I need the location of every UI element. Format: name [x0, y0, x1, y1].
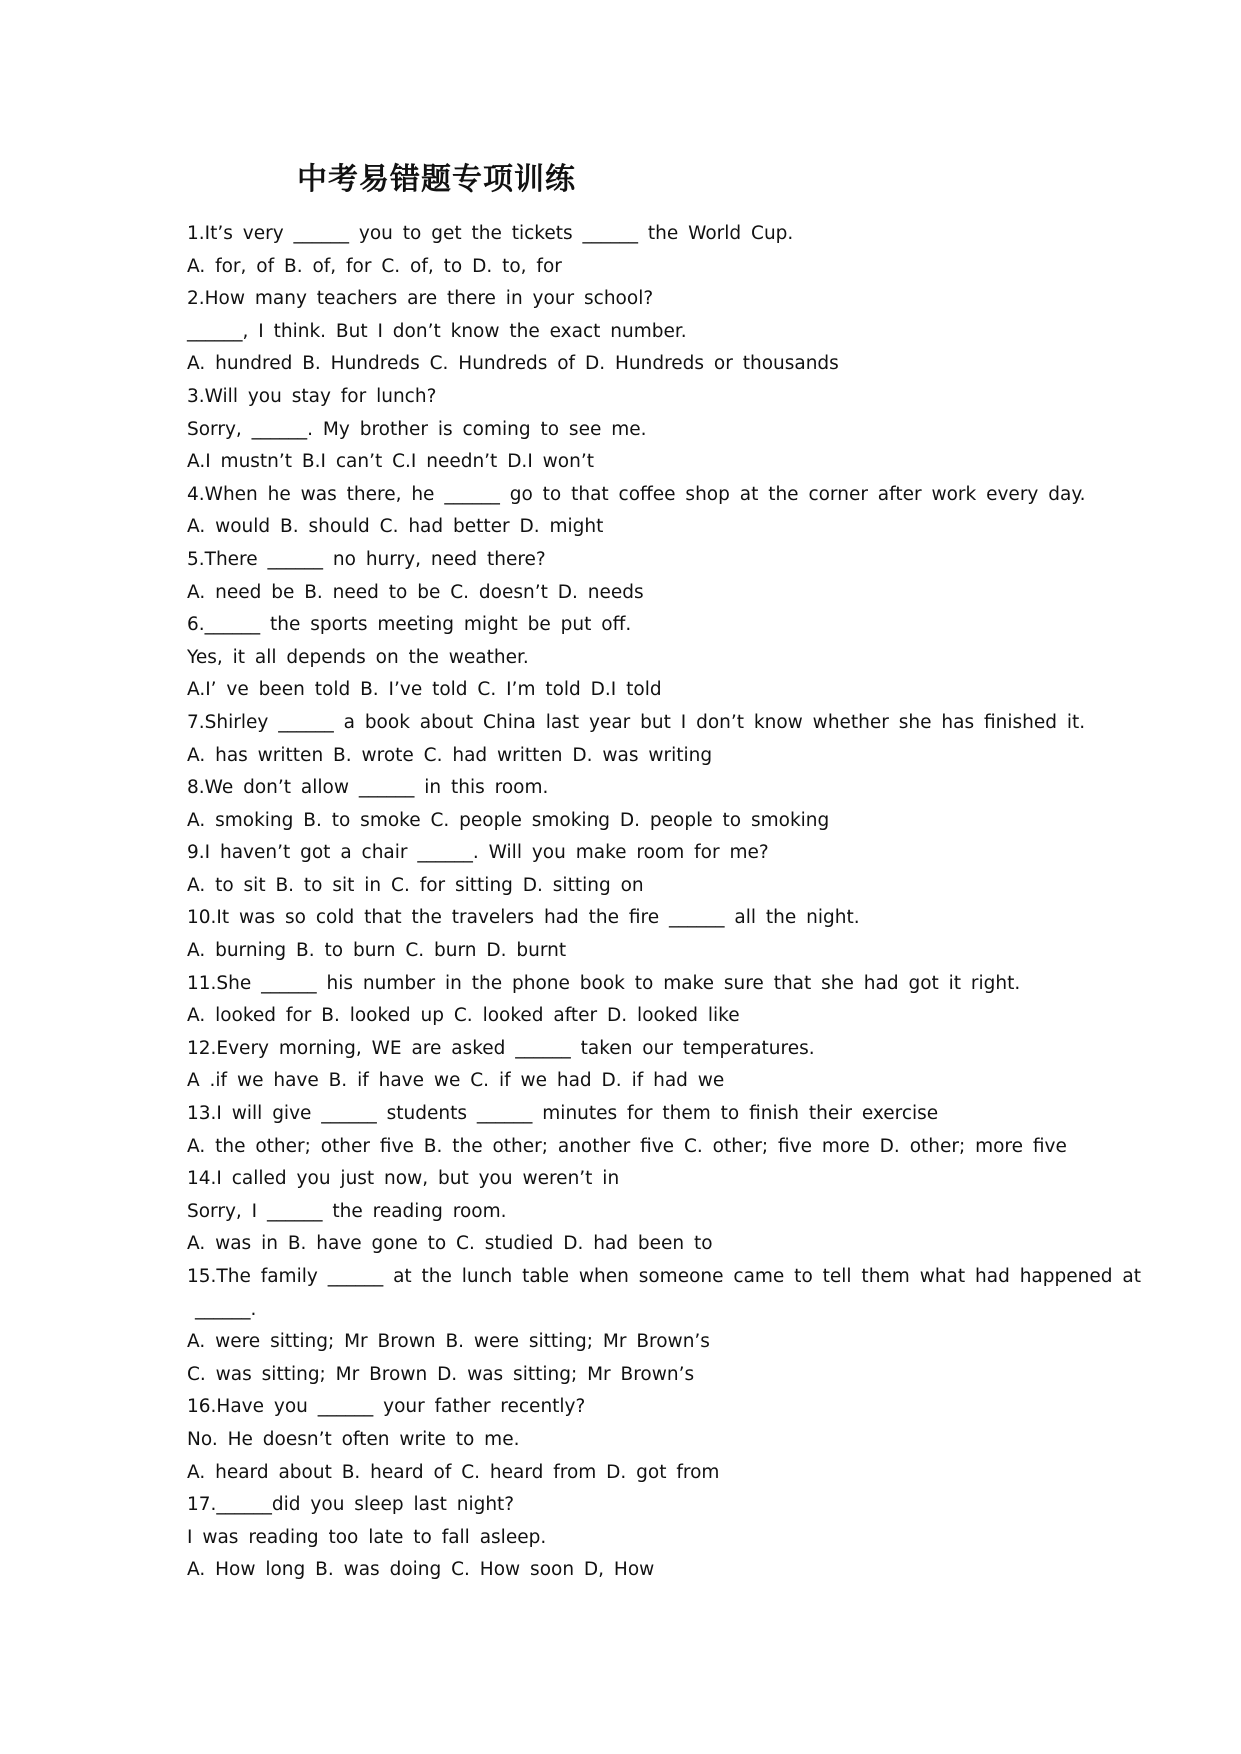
- text-line: A. has written B. wrote C. had written D. was writing: [187, 744, 713, 766]
- text-line: 15.The family ______ at the lunch table when someone came to tell them what had happened at: [187, 1266, 1141, 1287]
- text-line: A. to sit B. to sit in C. for sitting D. sitting on: [187, 874, 644, 896]
- text-line: Yes, it all depends on the weather.: [187, 646, 529, 668]
- text-line: 7.Shirley ______ a book about China last year but I don’t know whether she has finished it.: [187, 711, 1086, 733]
- text-line: 12.Every morning, WE are asked ______ taken our temperatures.: [187, 1037, 815, 1059]
- text-line: A.I’ ve been told B. I’ve told C. I’m told D.I told: [187, 679, 662, 701]
- text-line: ______.: [195, 1298, 257, 1320]
- text-line: A. looked for B. looked up C. looked after D. looked like: [187, 1005, 740, 1027]
- text-line: A. the other; other five B. the other; another five C. other; five more D. other; more five: [187, 1135, 1067, 1157]
- text-line: C. was sitting; Mr Brown D. was sitting; Mr Brown’s: [187, 1363, 695, 1385]
- text-line: A.I mustn’t B.I can’t C.I needn’t D.I won’t: [187, 451, 594, 473]
- text-line: A. burning B. to burn C. burn D. burnt: [187, 940, 567, 962]
- text-line: 8.We don’t allow ______ in this room.: [187, 777, 549, 799]
- text-line: 2.How many teachers are there in your school?: [187, 288, 654, 310]
- text-line: 3.Will you stay for lunch?: [187, 385, 437, 407]
- text-line: 5.There ______ no hurry, need there?: [187, 548, 546, 570]
- text-line: A .if we have B. if have we C. if we had D. if had we: [187, 1070, 725, 1092]
- text-line: I was reading too late to fall asleep.: [187, 1526, 547, 1548]
- text-line: No. He doesn’t often write to me.: [187, 1428, 520, 1450]
- text-line: 16.Have you ______ your father recently?: [187, 1396, 586, 1418]
- text-line: A. was in B. have gone to C. studied D. had been to: [187, 1233, 713, 1255]
- page-title: 中考易错题专项训练: [297, 162, 576, 197]
- text-line: Sorry, ______. My brother is coming to see me.: [187, 418, 647, 440]
- text-line: A. smoking B. to smoke C. people smoking D. people to smoking: [187, 809, 830, 831]
- text-line: A. heard about B. heard of C. heard from D. got from: [187, 1461, 720, 1483]
- text-line: A. need be B. need to be C. doesn’t D. needs: [187, 581, 644, 603]
- text-line: 6.______ the sports meeting might be put off.: [187, 614, 632, 636]
- text-line: 14.I called you just now, but you weren’t in: [187, 1168, 620, 1190]
- text-line: 1.It’s very ______ you to get the tickets ______ the World Cup.: [187, 223, 794, 244]
- text-line: 9.I haven’t got a chair ______. Will you make room for me?: [187, 842, 769, 864]
- text-line: A. were sitting; Mr Brown B. were sitting; Mr Brown’s: [187, 1331, 710, 1353]
- question-list: [187, 218, 1141, 1587]
- text-line: ______, I think. But I don’t know the exact number.: [187, 320, 687, 342]
- text-line: A. would B. should C. had better D. might: [187, 516, 604, 538]
- text-line: A. for, of B. of, for C. of, to D. to, for: [187, 255, 562, 277]
- text-line: 13.I will give ______ students ______ minutes for them to finish their exercise: [187, 1103, 939, 1125]
- text-line: Sorry, I ______ the reading room.: [187, 1200, 507, 1222]
- text-line: 11.She ______ his number in the phone book to make sure that she had got it right.: [187, 972, 1021, 994]
- text-line: 10.It was so cold that the travelers had the fire ______ all the night.: [187, 907, 860, 929]
- text-line: 17.______did you sleep last night?: [187, 1494, 515, 1516]
- text-line: A. hundred B. Hundreds C. Hundreds of D. Hundreds or thousands: [187, 353, 839, 375]
- text-line: A. How long B. was doing C. How soon D, How: [187, 1559, 655, 1581]
- text-line: 4.When he was there, he ______ go to that coffee shop at the corner after work every day.: [187, 483, 1086, 505]
